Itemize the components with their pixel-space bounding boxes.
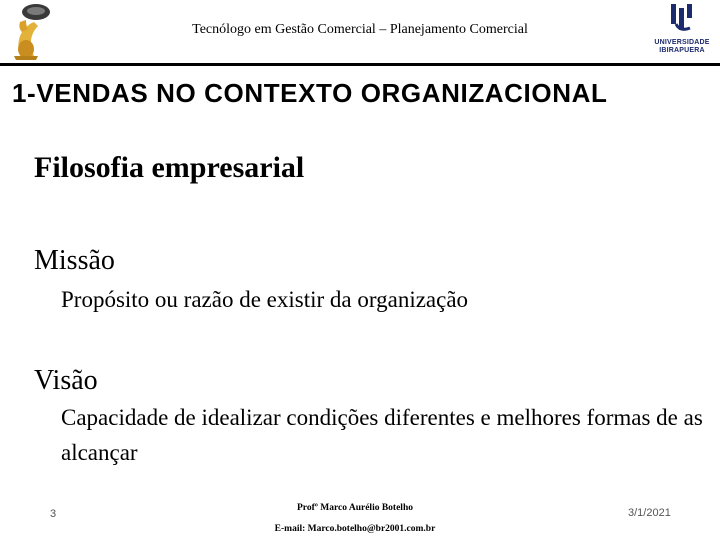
slide-subtitle: Filosofia empresarial: [34, 151, 305, 184]
footer-author-block: [240, 503, 470, 537]
university-emblem-icon: [662, 2, 702, 34]
university-name-line2: IBIRAPUERA: [659, 47, 705, 54]
mission-heading: Missão: [34, 245, 115, 276]
footer-author: Profº Marco Aurélio Botelho: [297, 503, 413, 513]
vision-heading: Visão: [34, 365, 98, 396]
mission-description: Propósito ou razão de existir da organização: [61, 287, 469, 312]
footer-email: E-mail: Marco.botelho@br2001.com.br: [274, 524, 436, 534]
footer-date: 3/1/2021: [628, 507, 671, 519]
university-name-line1: UNIVERSIDADE: [654, 39, 710, 46]
slide-title: 1-VENDAS NO CONTEXTO ORGANIZACIONAL: [12, 78, 608, 108]
header-divider: [0, 63, 720, 66]
course-title: Tecnólogo em Gestão Comercial – Planejamento Comercial: [192, 22, 528, 37]
vision-description: Capacidade de idealizar condições diferentes e melhores formas de as alcançar: [61, 405, 703, 465]
page-number: 3: [50, 508, 57, 520]
university-logo: [646, 2, 718, 60]
